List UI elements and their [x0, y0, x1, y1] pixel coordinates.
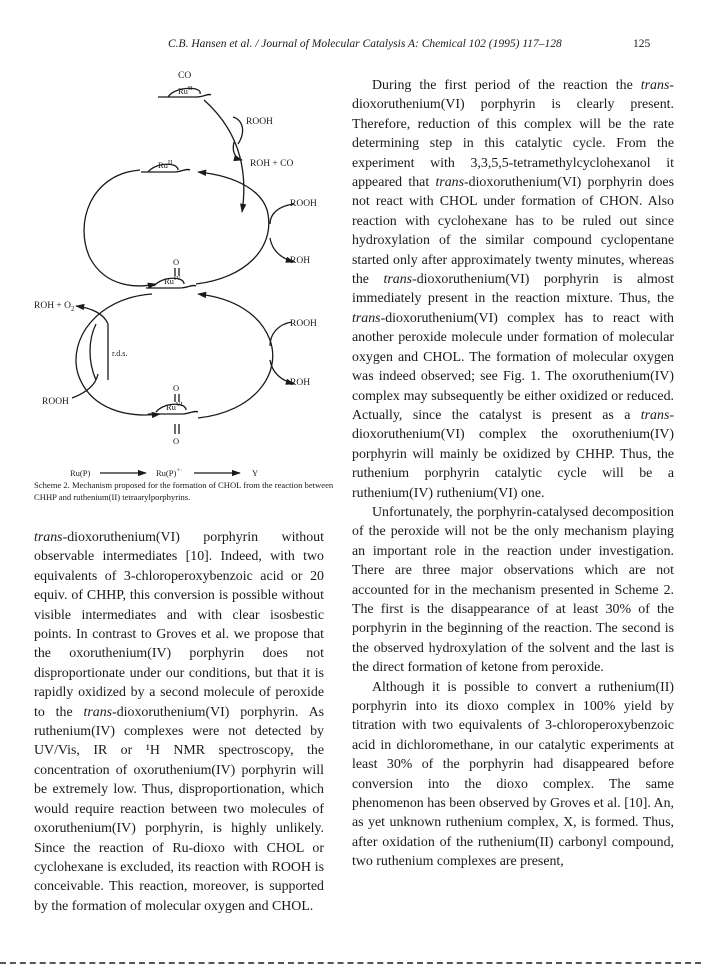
label-rooh-3: ROOH	[290, 319, 317, 329]
paragraph-text: -dioxoruthenium(VI) porphyrin is almost immediately present in the reaction mixture. Thus, the	[352, 272, 674, 307]
label-o-top2: O	[173, 383, 180, 393]
italic-trans: trans	[83, 704, 113, 720]
label-ru-p: Ru(P)	[70, 468, 91, 478]
left-paragraph-1	[34, 528, 324, 916]
label-o-bottom: O	[173, 436, 180, 446]
paragraph-text: -dioxoruthenium(VI) complex has to react with another peroxide molecule under formation of molecular oxygen and CHOL. The formation of molecular oxygen was indeed observed; see Fig. 1. The oxoruthenium(IV) complex may subsequently be either oxidized or reduced. Actually, since the catalyst is present as a	[352, 310, 674, 423]
label-rooh-left: ROOH	[42, 397, 69, 407]
right-paragraph-1	[352, 76, 674, 503]
page-number: 125	[633, 38, 651, 50]
label-co: CO	[178, 71, 192, 81]
running-header: C.B. Hansen et al. / Journal of Molecular Catalysis A: Chemical 102 (1995) 117–128	[168, 38, 562, 50]
scheme-2-diagram	[28, 62, 340, 490]
italic-trans: trans	[640, 407, 670, 423]
arrow-ruco-to-ru2	[204, 100, 244, 212]
label-roh-2: ROH	[290, 378, 311, 388]
upper-cycle-right-arc	[196, 172, 269, 284]
label-rds: r.d.s.	[112, 349, 128, 358]
scan-edge-divider	[0, 962, 701, 964]
label-ru4: $Ru^{IV}$	[164, 275, 181, 286]
right-column	[352, 76, 674, 872]
paragraph-text: -dioxoruthenium(VI) porphyrin is clearly present. Therefore, reduction of this complex will be the rate determining step in this catalytic cycle. From the experiment with 3,3,5,5-tetramethylcyclohexanol it appeared that	[352, 78, 674, 191]
label-roh-1: ROH	[290, 256, 311, 266]
right-paragraph-3: Although it is possible to convert a ruthenium(II) porphyrin into its dioxo complex in 100% yield by titration with two equivalents of 3-chloroperoxybenzoic acid in dichloromethane, in our catalytic experiments at least 30% of the porphyrin had disappeared before conversion into the dioxo complex. The same phenomenon has been observed by Groves et al. [10]. An, as yet unknown ruthenium complex, X, is formed. Thus, after oxidation of the ruthenium(II) carbonyl compound, two ruthenium complexes are present,	[352, 679, 674, 870]
label-rooh-1: ROOH	[246, 117, 273, 127]
label-ru6: $Ru^{VI}$	[166, 401, 183, 412]
italic-trans: trans	[435, 175, 464, 191]
paragraph-text: -dioxoruthenium(VI) complex the oxoruthenium(IV) porphyrin will mainly be oxidized by CHHP. Thus, the ruthenium porphyrin catalytic cycle will be a ruthenium(IV) ruthenium(VI) one.	[352, 407, 674, 501]
label-rooh-2: ROOH	[290, 199, 317, 209]
scheme-caption: Scheme 2. Mechanism proposed for the formation of CHOL from the reaction between CHHP and ruthenium(II) tetraarylporphyrins.	[34, 480, 334, 502]
paragraph-text: -dioxoruthenium(VI) porphyrin does not react with CHOL under formation of CHON. Also reaction with cyclohexane has to be ruled out since hydroxylation of the similar compound cyclopentane started only after approximately twenty minutes, whereas the	[352, 175, 674, 288]
page-header	[0, 38, 701, 58]
paragraph-text: -dioxoruthenium(VI) porphyrin. As ruthenium(IV) complexes were not detected by UV/Vis, IR or ¹H NMR spectroscopy, the concentration of oxoruthenium(IV) porphyrin will be extremely low. Thus, disproportionation, which would require reaction between two molecules of oxoruthenium(IV) porphyrin, is highly unlikely. Since the reaction of Ru-dioxo with CHOL or cyclohexane is excluded, its reaction with ROOH is conceivable. This reaction, moreover, is supported by the formation of molecular oxygen and CHOL.	[34, 704, 324, 914]
label-ru-p-ox: Ru(P)+·	[156, 467, 183, 478]
lower-cycle-right-arc	[198, 294, 273, 418]
upper-cycle-left-arc	[84, 170, 156, 286]
italic-trans: trans	[34, 530, 63, 545]
paragraph-text: During the first period of the reaction the	[372, 78, 641, 93]
italic-trans: trans	[640, 78, 670, 93]
paragraph-text: -dioxoruthenium(VI) porphyrin without observable intermediates [10]. Indeed, with two equivalents of 3-chloroperoxybenzoic acid or 20 equiv. of CHHP, this conversion is possible without visible intermediates and with clear isosbestic points. In contrast to Groves et al. we propose that the oxoruthenium(IV) porphyrin does not disproportionate under our conditions, but that it is rapidly oxidized by a second molecule of peroxide to the	[34, 530, 324, 720]
label-ru2: $Ru^{II}$	[158, 159, 173, 170]
label-o-top: O	[173, 257, 180, 267]
left-column	[34, 528, 324, 916]
italic-trans: trans	[352, 310, 381, 326]
italic-trans: trans	[383, 272, 413, 288]
mechanism-svg	[28, 62, 340, 490]
label-y: Y	[252, 468, 259, 478]
label-roh-o2: ROH + $O_2$	[34, 301, 75, 313]
label-roh-co: ROH + CO	[250, 159, 294, 169]
right-paragraph-2: Unfortunately, the porphyrin-catalysed decomposition of the peroxide will not be the only mechanism playing an important role in the reaction under investigation. There are three major observations which are not accounted for in the mechanism presented in Scheme 2. The first is the disappearance of at least 30% of the porphyrin in the beginning of the reaction. The second is the observed hydroxylation of the solvent and the last is the direct formation of ketone from peroxide.	[352, 504, 674, 676]
label-ru2-co: $Ru^{II}$	[178, 85, 193, 96]
